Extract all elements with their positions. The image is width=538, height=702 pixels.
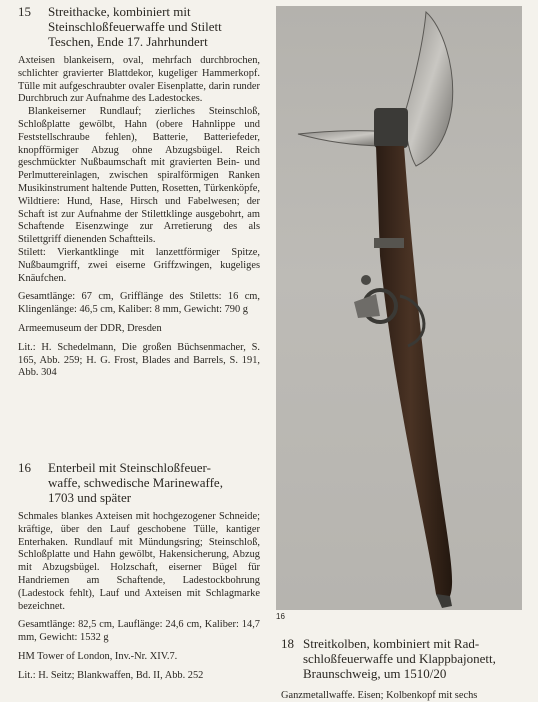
entry-measurements: Gesamtlänge: 82,5 cm, Lauflänge: 24,6 cm, Kaliber: 14,7 mm, Gewicht: 1532 g <box>18 619 260 644</box>
entry-paragraph: Schmales blankes Axteisen mit hochgezogener Schneide; kräftige, über den Lauf geschobene Tülle, kantiger Enterhaken. Rundlauf mit Mündungsring; Steinschloß, Schloßplatte und Hahn gewölbt, Hakensicherung, Abzug mit Abzugsbügel. Holzschaft, eiserner Bügel für Handriemen am Schaftende, Ladestockbohrung (Ladestock fehlt), Lauf und Axteisen mit Schlagmarke bezeichnet. <box>18 511 260 612</box>
entry-title: Streitkolben, kombiniert mit Rad- schloßfeuerwaffe und Klappbajonett, Braunschweig, um 1510/20 <box>303 636 496 681</box>
entry-paragraph: Blankeiserner Rundlauf; zierliches Steinschloß, Schloßplatte gewölbt, Hahn (obere Hahnlippe und Feststellschraube fehlen), Batterie, Batteriefeder, knopfförmiger Abzug ohne Abzugsbügel. Reich geschmückter Nußbaumschaft mit gravierten Bein- und Perlmuttereinlagen, zwischen spiralförmigen Ranken Musikinstrument haltende Putten, Rosetten, Türkenköpfe, Wildtiere: Hund, Hase, Hirsch und Fabelwesen; der Schaft ist zur Aufnahme der Stilettklinge ausgebohrt, am Schaftende Eisenzwinge zur Arretierung des als Stilettgriff dienenden Schaftteils. <box>18 106 260 246</box>
entry-title: Enterbeil mit Steinschloßfeuer- waffe, schwedische Marinewaffe, 1703 und später <box>48 460 223 505</box>
entry-15 <box>18 4 260 380</box>
weapon-photo-plate <box>276 6 522 610</box>
entry-18 <box>281 636 533 681</box>
entry-16 <box>18 460 260 683</box>
entry-number: 15 <box>18 4 31 19</box>
entry-location: Armeemuseum der DDR, Dresden <box>18 322 162 334</box>
boarding-axe-illustration <box>276 6 522 610</box>
entry-paragraph: Ganzmetallwaffe. Eisen; Kolbenkopf mit sechs <box>281 690 478 701</box>
entry-number: 16 <box>18 460 31 475</box>
entry-literature: Lit.: H. Seitz; Blankwaffen, Bd. II, Abb. 252 <box>18 669 204 681</box>
entry-location: HM Tower of London, Inv.-Nr. XIV.7. <box>18 650 178 662</box>
entry-paragraph: Stilett: Vierkantklinge mit lanzettförmiger Spitze, Nußbaumgriff, zwei eiserne Griffzwingen, kugeliges Knäufchen. <box>18 246 260 284</box>
plate-caption: 16 <box>276 612 285 621</box>
entry-number: 18 <box>281 636 294 651</box>
entry-paragraph: Axteisen blankeisern, oval, mehrfach durchbrochen, schlichter gravierter Blattdekor, kugeliger Hammerkopf. Tülle mit aufgeschraubter ovaler Eisenplatte, darin runder Durchbruch zur Aufnahme des Ladestockes. <box>18 55 260 105</box>
entry-measurements: Gesamtlänge: 67 cm, Grifflänge des Stiletts: 16 cm, Klingenlänge: 46,5 cm, Kaliber: 8 mm, Gewicht: 790 g <box>18 291 260 316</box>
entry-literature: Lit.: H. Schedelmann, Die großen Büchsenmacher, S. 165, Abb. 259; H. G. Frost, Blades and Barrels, S. 191, Abb. 304 <box>18 341 260 379</box>
entry-title: Streithacke, kombiniert mit Steinschloßfeuerwaffe und Stilett Teschen, Ende 17. Jahrhundert <box>48 4 222 49</box>
